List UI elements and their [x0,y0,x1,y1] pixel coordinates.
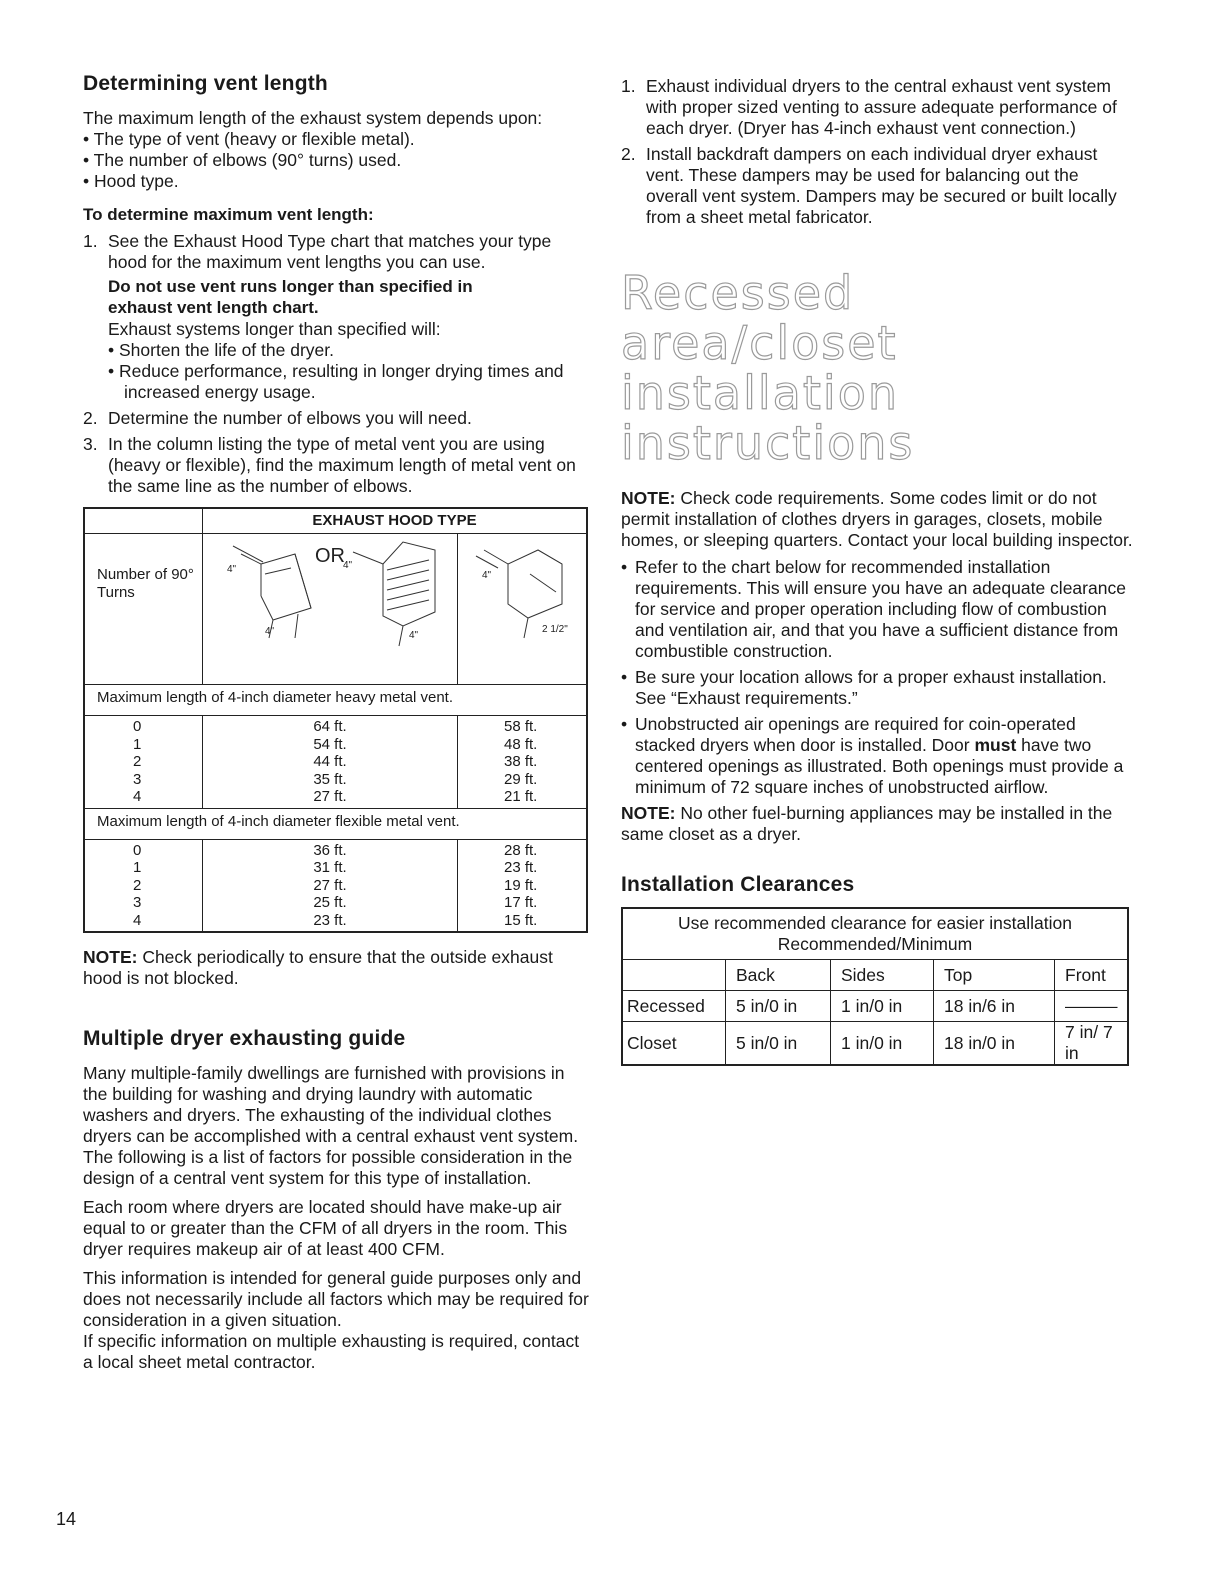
length-value: 44 ft. [313,753,347,770]
hood-note [83,947,591,989]
length-value: 29 ft. [504,770,538,788]
note-label: NOTE: [621,803,676,823]
bullet-emphasis: must [974,735,1017,755]
clearances-header-line-1: Use recommended clearance for easier installation [678,913,1072,933]
left-column [83,72,591,1373]
turns-value: 4 [133,788,142,805]
factor-item: • Hood type. [83,171,179,191]
note-text: No other fuel-burning appliances may be installed in the same closet as a dryer. [621,803,1113,844]
dim-label: 4" [409,630,419,641]
length-value: 27 ft. [313,876,347,894]
dim-label: 4" [265,626,275,637]
turns-value: 1 [133,735,142,753]
length-value: 27 ft. [313,788,347,805]
column-header: Front [1055,960,1129,991]
right-column [621,76,1133,1066]
max-vent-subheading: To determine maximum vent length: [83,205,374,224]
bullet-text: Refer to the chart below for recommended installation requirements. This will ensure you have an adequate clearance for service and proper operation including flow of combustion and ventilation air, and that you have a sufficient distance from combustible construction. [635,557,1126,661]
note-label: NOTE: [83,947,138,967]
recessed-title-line-1: Recessed area/closet [621,266,898,370]
heavy-rows [84,716,587,809]
hood-illustration-louvered [203,534,457,652]
step-number: 2. [621,144,636,164]
multi-dryer-heading: Multiple dryer exhausting guide [83,1027,406,1050]
install-bullet [621,667,1133,709]
turns-value: 2 [133,753,142,770]
recessed-title [621,268,1133,468]
length-value: 58 ft. [504,718,538,735]
vent-warning: Do not use vent runs longer than specified in exhaust vent length chart. [108,277,473,317]
length-value: 25 ft. [313,894,347,911]
column-header: Back [726,960,831,991]
multi-paragraph: Each room where dryers are located should have make-up air equal to or greater than the CFM of all dryers in the room. This dryer requires makeup air of at least 400 CFM. [83,1197,568,1259]
length-value: 15 ft. [504,911,538,929]
hood-illustration-box-angled [458,534,588,685]
install-bullet [621,714,1133,798]
step-number: 3. [83,434,98,454]
step-number: 2. [83,408,98,428]
flex-rows [84,839,587,932]
hood-illustration-angled [458,534,586,652]
row-label: Closet [622,1022,726,1066]
bullet-text: Unobstructed air openings are required for coin-operated stacked dryers when door is installed. Door [635,714,1076,755]
vent-step-3 [83,434,591,497]
column-header: Top [934,960,1055,991]
length-value: 54 ft. [313,735,347,753]
clearances-column-headers [622,960,1128,991]
length-value: 35 ft. [313,770,347,788]
dim-label: 4" [227,564,237,575]
or-label: OR [315,545,345,567]
table-row [622,1022,1128,1066]
turns-label: Number of 90° Turns [84,534,203,685]
table-cell: 5 in/0 in [726,1022,831,1066]
clearances-heading: Installation Clearances [621,873,855,896]
step-text: Exhaust individual dryers to the central exhaust vent system with proper sized venting to assure adequate performance of each dryer. (Dryer has 4-inch exhaust vent connection.) [646,76,1117,138]
length-value: 64 ft. [313,718,347,735]
turns-value: 0 [133,841,142,859]
louvered-hood-icon [353,542,435,646]
turns-value: 0 [133,718,142,735]
length-value: 36 ft. [313,841,347,859]
turns-value: 4 [133,911,142,929]
longer-effect: • Reduce performance, resulting in longer drying times and increased energy usage. [108,361,564,402]
note-label: NOTE: [621,488,676,508]
turns-value: 1 [133,859,142,876]
step-number: 1. [83,231,98,251]
turns-value: 2 [133,876,142,894]
note-text: Check periodically to ensure that the outside exhaust hood is not blocked. [83,947,553,988]
length-value: 31 ft. [313,859,347,876]
table-row [622,991,1128,1022]
length-value: 38 ft. [504,753,538,770]
longer-intro: Exhaust systems longer than specified will: [108,319,441,339]
vent-step-2 [83,408,591,429]
bullet-text: have two centered openings as illustrated. Both openings must provide a minimum of 72 square inches of unobstructed airflow. [635,735,1124,797]
table-cell: ——— [1055,991,1129,1022]
hood-illustration-box-louvered [203,534,458,685]
column-header: Sides [831,960,934,991]
step-text: Install backdraft dampers on each individual dryer exhaust vent. These dampers may be used for balancing out the overall vent system. Dampers may be secured or built locally from a sheet metal fabricator. [646,144,1117,227]
recessed-title-line-2: installation instructions [621,366,915,470]
table-cell: 18 in/6 in [934,991,1055,1022]
exhaust-hood-table [83,507,588,933]
multi-paragraph: This information is intended for general guide purposes only and does not necessarily include all factors which may be required for consideration in a given situation. [83,1268,589,1330]
dim-label: 4" [343,560,353,571]
bullet-text: Be sure your location allows for a proper exhaust installation. See “Exhaust requirements.” [635,667,1107,708]
fuel-note [621,803,1133,845]
multi-paragraph: If specific information on multiple exhausting is required, contact a local sheet metal contractor. [83,1331,580,1372]
multi-step-1 [621,76,1133,139]
bullet-mark: • [621,667,628,687]
factor-item: • The type of vent (heavy or flexible metal). [83,129,415,149]
table-cell: 7 in/ 7 in [1055,1022,1129,1066]
hood-table-title: EXHAUST HOOD TYPE [203,508,588,534]
length-value: 48 ft. [504,735,538,753]
multi-steps [621,76,1133,228]
vent-length-heading: Determining vent length [83,72,328,95]
factor-item: • The number of elbows (90° turns) used. [83,150,402,170]
note-text: Check code requirements. Some codes limit or do not permit installation of clothes dryers in garages, closets, mobile homes, or sleeping quarters. Contact your local building inspector. [621,488,1133,550]
longer-effect: • Shorten the life of the dryer. [108,340,334,360]
bullet-mark: • [621,557,628,577]
table-cell: 1 in/0 in [831,1022,934,1066]
turns-value: 3 [133,770,142,788]
step-number: 1. [621,76,636,96]
clearances-header-line-2: Recommended/Minimum [777,934,973,954]
bullet-mark: • [621,714,628,734]
install-bullet [621,557,1133,662]
length-value: 28 ft. [504,841,538,859]
code-note [621,488,1133,551]
flex-vent-label: Maximum length of 4-inch diameter flexible metal vent. [84,808,587,839]
clearances-header [622,908,1128,960]
box-hood-icon [233,546,311,638]
length-value: 23 ft. [313,911,347,929]
length-value: 19 ft. [504,876,538,894]
step-text: Determine the number of elbows you will need. [108,408,472,428]
row-label: Recessed [622,991,726,1022]
table-cell: 5 in/0 in [726,991,831,1022]
heavy-vent-label: Maximum length of 4-inch diameter heavy metal vent. [84,685,587,716]
length-value: 21 ft. [504,788,538,805]
length-value: 17 ft. [504,894,538,911]
dim-label: 2 1/2" [542,624,568,635]
vent-steps [83,231,591,497]
table-cell: 18 in/0 in [934,1022,1055,1066]
dim-label: 4" [482,570,492,581]
vent-length-intro: The maximum length of the exhaust system depends upon: [83,108,543,128]
multi-paragraph: Many multiple-family dwellings are furnished with provisions in the building for washing and drying laundry with automatic washers and dryers. The exhausting of the individual clothes dryers can be accomplished with a central exhaust vent system. The following is a list of factors for possible consideration in the design of a central vent system for this type of installation. [83,1063,579,1188]
length-value: 23 ft. [504,859,538,876]
hood-table-corner [84,508,203,534]
table-cell: 1 in/0 in [831,991,934,1022]
clearances-corner [622,960,726,991]
page-number: 14 [56,1509,77,1529]
vent-step-1 [83,231,591,403]
step-text: See the Exhaust Hood Type chart that matches your type hood for the maximum vent lengths you can use. [108,231,552,272]
turns-value: 3 [133,894,142,911]
clearances-table [621,907,1129,1066]
multi-step-2 [621,144,1133,228]
step-text: In the column listing the type of metal vent you are using (heavy or flexible), find the maximum length of metal vent on the same line as the number of elbows. [108,434,576,496]
